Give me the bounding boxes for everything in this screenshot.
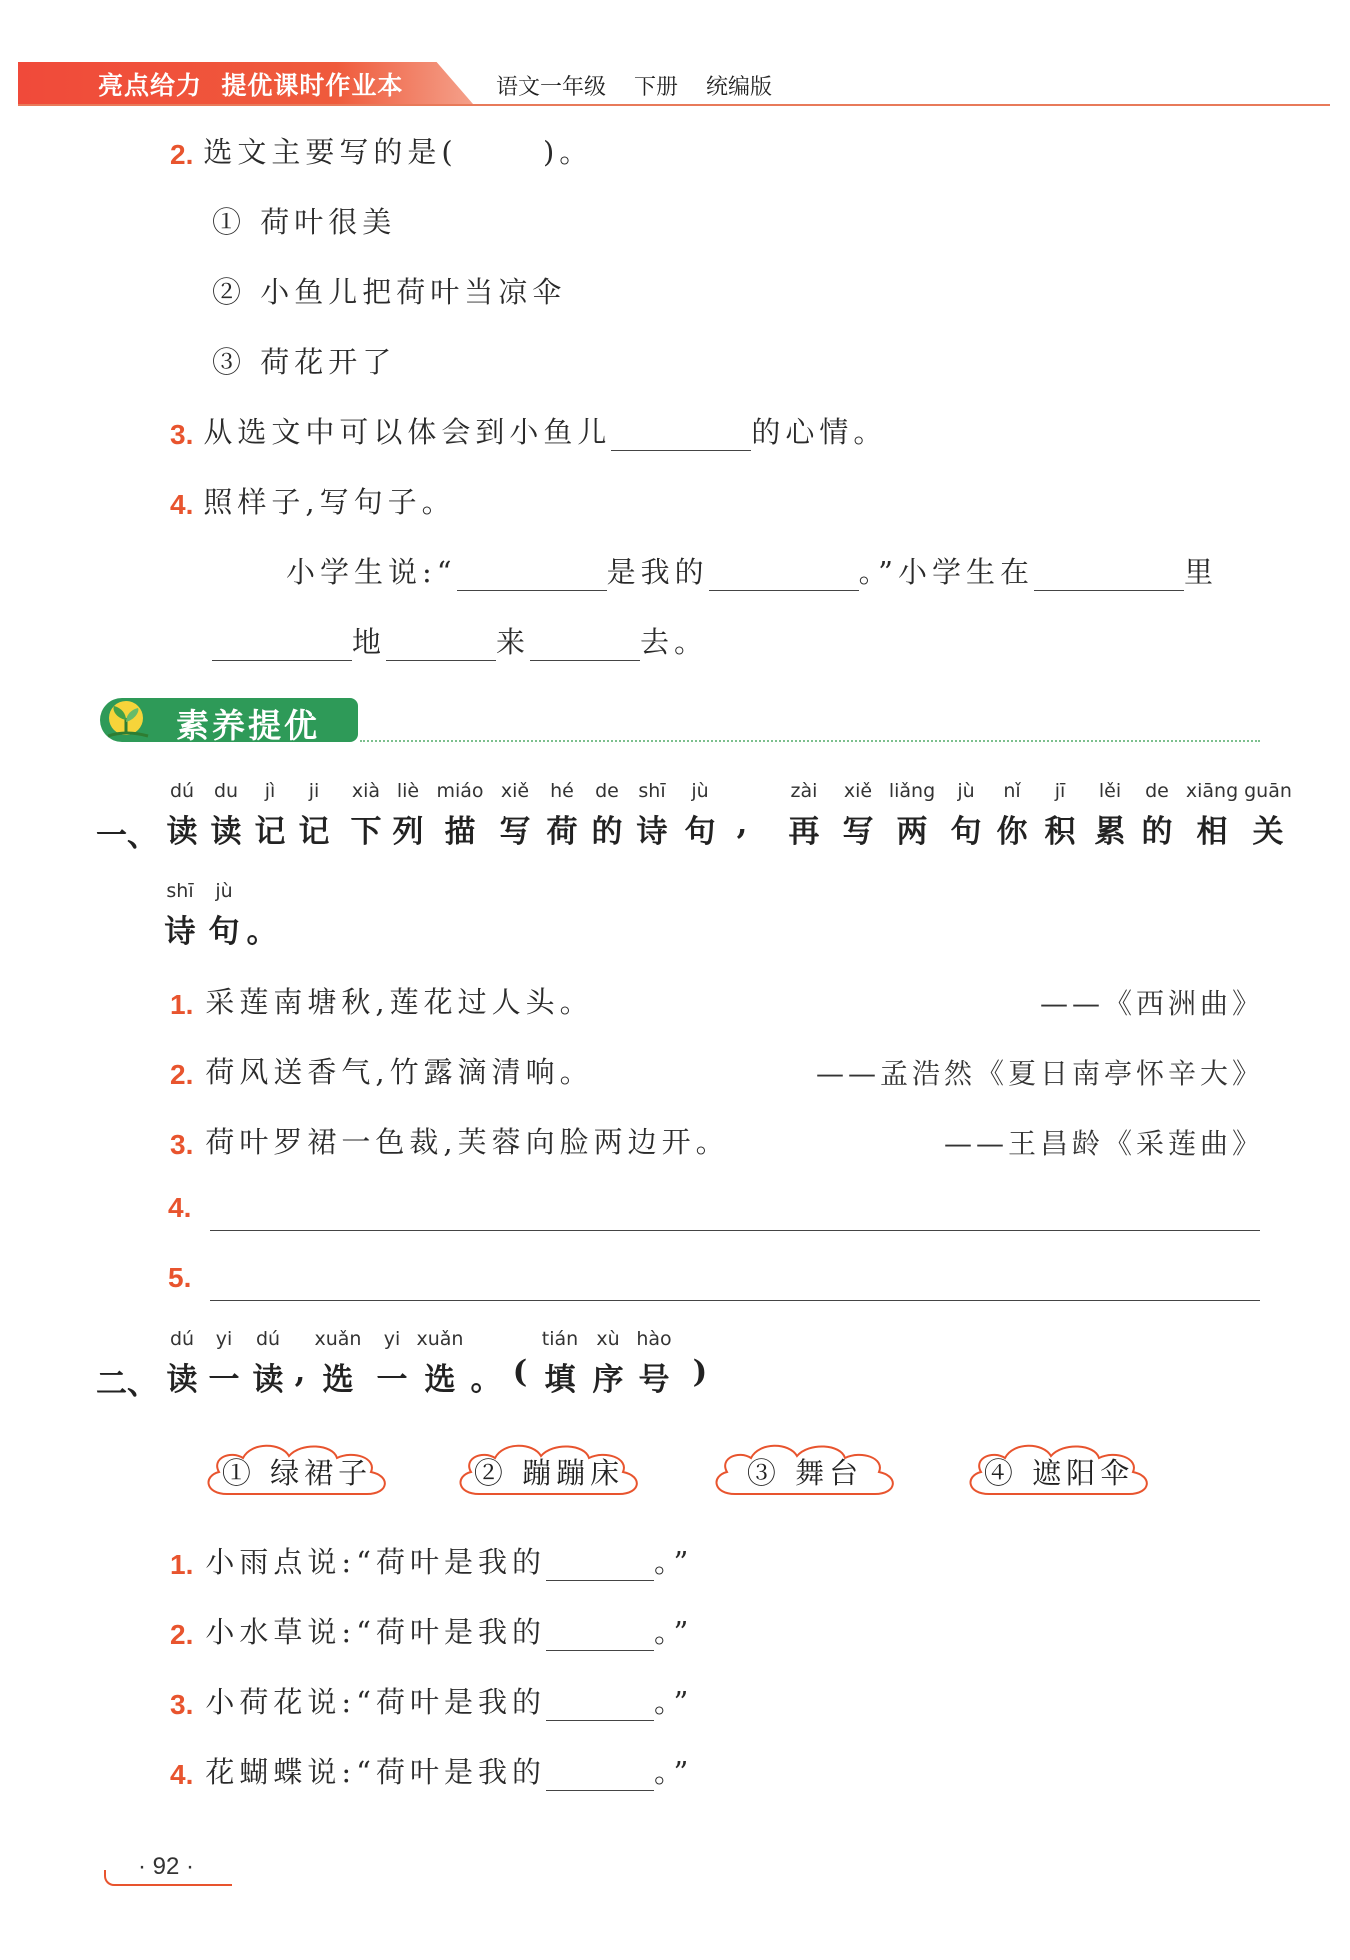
- part1-prefix: 一、: [96, 818, 158, 854]
- hanzi-char: 两: [896, 814, 928, 850]
- hanzi-char: 读: [210, 814, 242, 850]
- hanzi-char: 累: [1094, 814, 1126, 850]
- pinyin-text: hào: [636, 1328, 672, 1350]
- item-number: 2.: [170, 1619, 194, 1650]
- pinyin-text: guān: [1244, 780, 1292, 802]
- section-title: 素养提优: [176, 706, 320, 745]
- answer-blank[interactable]: [1034, 560, 1184, 591]
- pinyin-char-cell: [882, 780, 942, 851]
- item-text: 小荷花说:“荷叶是我的: [205, 1685, 546, 1719]
- poem-item: [170, 1050, 594, 1091]
- pinyin-char-cell: [828, 780, 888, 851]
- pinyin-text: xiě: [500, 780, 530, 802]
- poem-number: 2.: [170, 1059, 194, 1090]
- page-number: · 92 ·: [138, 1853, 195, 1880]
- hanzi-char: 列: [392, 814, 424, 850]
- item-number: 3.: [170, 1689, 194, 1720]
- pinyin-text: de: [1145, 780, 1169, 802]
- question-number: 4.: [170, 489, 194, 520]
- pinyin-char-cell: [232, 880, 292, 951]
- choice-cloud: [444, 1432, 654, 1514]
- pinyin-text: [712, 780, 772, 802]
- sentence-template-line1: [286, 550, 1218, 591]
- question-number: 2.: [170, 139, 194, 170]
- pinyin-char-cell: [430, 780, 490, 851]
- pinyin-text: de: [595, 780, 619, 802]
- hanzi-char: 写: [842, 814, 874, 850]
- option-2: ② 小鱼儿把荷叶当凉伞: [212, 275, 567, 309]
- poem-item: [170, 1120, 730, 1161]
- hanzi-char: 序: [592, 1362, 624, 1398]
- pinyin-text: zài: [790, 780, 818, 802]
- poem-item: [170, 980, 594, 1021]
- item-text: 小雨点说:“荷叶是我的: [205, 1545, 546, 1579]
- question-2: [170, 130, 593, 171]
- poem-source: ——孟浩然《夏日南亭怀辛大》: [815, 1057, 1264, 1090]
- pinyin-char-cell: [1127, 780, 1187, 851]
- hanzi-char: 句: [684, 814, 716, 850]
- hanzi-char: 一: [208, 1362, 240, 1398]
- question-text-end: 的心情。: [751, 415, 888, 449]
- answer-blank[interactable]: [546, 1760, 654, 1791]
- answer-blank[interactable]: [709, 560, 859, 591]
- fill-item: [170, 1750, 693, 1791]
- hanzi-char: 写: [499, 814, 531, 850]
- hanzi-char: 相: [1196, 814, 1228, 850]
- hanzi-char: 记: [254, 814, 286, 850]
- sentence-part: 小学生说:“: [286, 555, 457, 589]
- choice-cloud: [192, 1432, 402, 1514]
- question-text: 从选文中可以体会到小鱼儿: [203, 415, 612, 449]
- question-text: 选文主要写的是( )。: [203, 135, 594, 169]
- pinyin-text: jù: [215, 880, 233, 902]
- answer-blank[interactable]: [546, 1690, 654, 1721]
- hanzi-char: 句: [950, 814, 982, 850]
- pinyin-text: [670, 1328, 730, 1350]
- hanzi-char: 读: [166, 814, 198, 850]
- poem-number: 3.: [170, 1129, 194, 1160]
- item-number: 4.: [170, 1759, 194, 1790]
- blank-number: 4.: [168, 1192, 192, 1223]
- choice-label: ② 蹦蹦床: [473, 1455, 625, 1490]
- hanzi-char: 号: [638, 1362, 670, 1398]
- choice-label: ④ 遮阳伞: [983, 1455, 1135, 1490]
- hanzi-char: 诗: [636, 814, 668, 850]
- pinyin-text: lěi: [1098, 780, 1122, 802]
- pinyin-text: xuǎn: [416, 1328, 464, 1350]
- pinyin-text: du: [213, 780, 239, 802]
- pinyin-char-cell: [308, 1328, 368, 1399]
- sprout-icon: [102, 700, 158, 740]
- hanzi-char: 的: [591, 814, 623, 850]
- pinyin-text: xù: [596, 1328, 620, 1350]
- sentence-part: 去。: [640, 625, 709, 659]
- poem-source: ——王昌龄《采莲曲》: [943, 1127, 1264, 1160]
- sentence-part: 来: [496, 625, 531, 659]
- pinyin-text: liè: [396, 780, 420, 802]
- pinyin-text: jù: [957, 780, 975, 802]
- question-3: [170, 410, 887, 451]
- hanzi-char: 。: [246, 914, 278, 950]
- sentence-part: 地: [352, 625, 387, 659]
- answer-blank[interactable]: [546, 1550, 654, 1581]
- pinyin-text: miáo: [436, 780, 484, 802]
- pinyin-text: xià: [351, 780, 381, 802]
- book-title: 亮点给力 提优课时作业本: [98, 71, 404, 100]
- pinyin-char-cell: [712, 780, 772, 842]
- pinyin-text: jī: [1054, 780, 1066, 802]
- hanzi-char: 一: [376, 1362, 408, 1398]
- header-divider: [18, 104, 1330, 106]
- pinyin-text: xuǎn: [314, 1328, 362, 1350]
- hanzi-char: 选: [322, 1362, 354, 1398]
- answer-line[interactable]: [210, 1300, 1260, 1301]
- hanzi-char: 读: [166, 1362, 198, 1398]
- pinyin-text: tián: [541, 1328, 579, 1350]
- answer-blank[interactable]: [611, 420, 751, 451]
- answer-blank[interactable]: [212, 630, 352, 661]
- pinyin-text: jì: [264, 780, 276, 802]
- hanzi-char: (: [512, 1354, 528, 1390]
- pinyin-text: shī: [638, 780, 666, 802]
- pinyin-text: dú: [255, 1328, 281, 1350]
- hanzi-char: ,: [736, 806, 748, 842]
- hanzi-char: 关: [1252, 814, 1284, 850]
- hanzi-char: 荷: [546, 814, 578, 850]
- pinyin-text: nǐ: [1003, 780, 1021, 802]
- hanzi-char: ,: [294, 1354, 306, 1390]
- option-1: ① 荷叶很美: [212, 205, 397, 239]
- hanzi-char: 。: [470, 1362, 502, 1398]
- hanzi-char: 再: [788, 814, 820, 850]
- sentence-part: 。”小学生在: [858, 555, 1034, 589]
- hanzi-char: 下: [350, 814, 382, 850]
- poem-line: 荷叶罗裙一色裁,芙蓉向脸两边开。: [205, 1125, 730, 1159]
- subject-info: 语文一年级 下册 统编版: [496, 75, 772, 100]
- pinyin-char-cell: [284, 780, 344, 851]
- option-3: ③ 荷花开了: [212, 345, 397, 379]
- fill-item: [170, 1540, 693, 1581]
- answer-blank[interactable]: [546, 1620, 654, 1651]
- poem-line: 荷风送香气,竹露滴清响。: [205, 1055, 594, 1089]
- hanzi-char: 读: [252, 1362, 284, 1398]
- answer-line[interactable]: [210, 1230, 1260, 1231]
- pinyin-char-cell: [1238, 780, 1298, 851]
- item-end: 。”: [653, 1615, 694, 1649]
- item-end: 。”: [653, 1755, 694, 1789]
- pinyin-char-cell: [378, 780, 438, 851]
- hanzi-char: 选: [424, 1362, 456, 1398]
- hanzi-char: 描: [444, 814, 476, 850]
- pinyin-text: xiě: [843, 780, 873, 802]
- sentence-part: 里: [1183, 555, 1218, 589]
- poem-number: 1.: [170, 989, 194, 1020]
- item-text: 小水草说:“荷叶是我的: [205, 1615, 546, 1649]
- choice-cloud: [700, 1432, 910, 1514]
- hanzi-char: 填: [544, 1362, 576, 1398]
- answer-blank[interactable]: [457, 560, 607, 591]
- answer-blank[interactable]: [386, 630, 496, 661]
- pinyin-text: [232, 880, 292, 902]
- fill-item: [170, 1610, 693, 1651]
- item-end: 。”: [653, 1545, 694, 1579]
- pinyin-char-cell: [774, 780, 834, 851]
- item-end: 。”: [653, 1685, 694, 1719]
- sentence-part: 是我的: [606, 555, 709, 589]
- hanzi-char: 的: [1141, 814, 1173, 850]
- pinyin-text: hé: [550, 780, 574, 802]
- choice-cloud: [954, 1432, 1164, 1514]
- hanzi-char: 句: [208, 914, 240, 950]
- hanzi-char: ): [692, 1354, 708, 1390]
- pinyin-text: shī: [166, 880, 194, 902]
- pinyin-text: ji: [308, 780, 320, 802]
- hanzi-char: 诗: [164, 914, 196, 950]
- item-number: 1.: [170, 1549, 194, 1580]
- question-text: 照样子,写句子。: [203, 485, 456, 519]
- choice-label: ③ 舞台: [746, 1455, 864, 1490]
- pinyin-char-cell: [670, 1328, 730, 1390]
- section-divider: [360, 740, 1260, 742]
- pinyin-text: jù: [691, 780, 709, 802]
- fill-item: [170, 1680, 693, 1721]
- pinyin-text: yi: [383, 1328, 401, 1350]
- pinyin-text: yi: [215, 1328, 233, 1350]
- hanzi-char: 积: [1044, 814, 1076, 850]
- poem-source: ——《西洲曲》: [1039, 987, 1264, 1020]
- sentence-template-line2: [212, 620, 708, 661]
- question-4: [170, 480, 456, 521]
- blank-number: 5.: [168, 1262, 192, 1293]
- hanzi-char: 你: [996, 814, 1028, 850]
- pinyin-text: dú: [169, 780, 195, 802]
- answer-blank[interactable]: [530, 630, 640, 661]
- pinyin-text: liǎng: [888, 780, 936, 802]
- pinyin-text: xiāng: [1185, 780, 1239, 802]
- choice-label: ① 绿裙子: [221, 1455, 373, 1490]
- poem-line: 采莲南塘秋,莲花过人头。: [205, 985, 594, 1019]
- question-number: 3.: [170, 419, 194, 450]
- part2-prefix: 二、: [96, 1366, 158, 1402]
- pinyin-text: dú: [169, 1328, 195, 1350]
- pinyin-char-cell: [1182, 780, 1242, 851]
- item-text: 花蝴蝶说:“荷叶是我的: [205, 1755, 546, 1789]
- hanzi-char: 记: [298, 814, 330, 850]
